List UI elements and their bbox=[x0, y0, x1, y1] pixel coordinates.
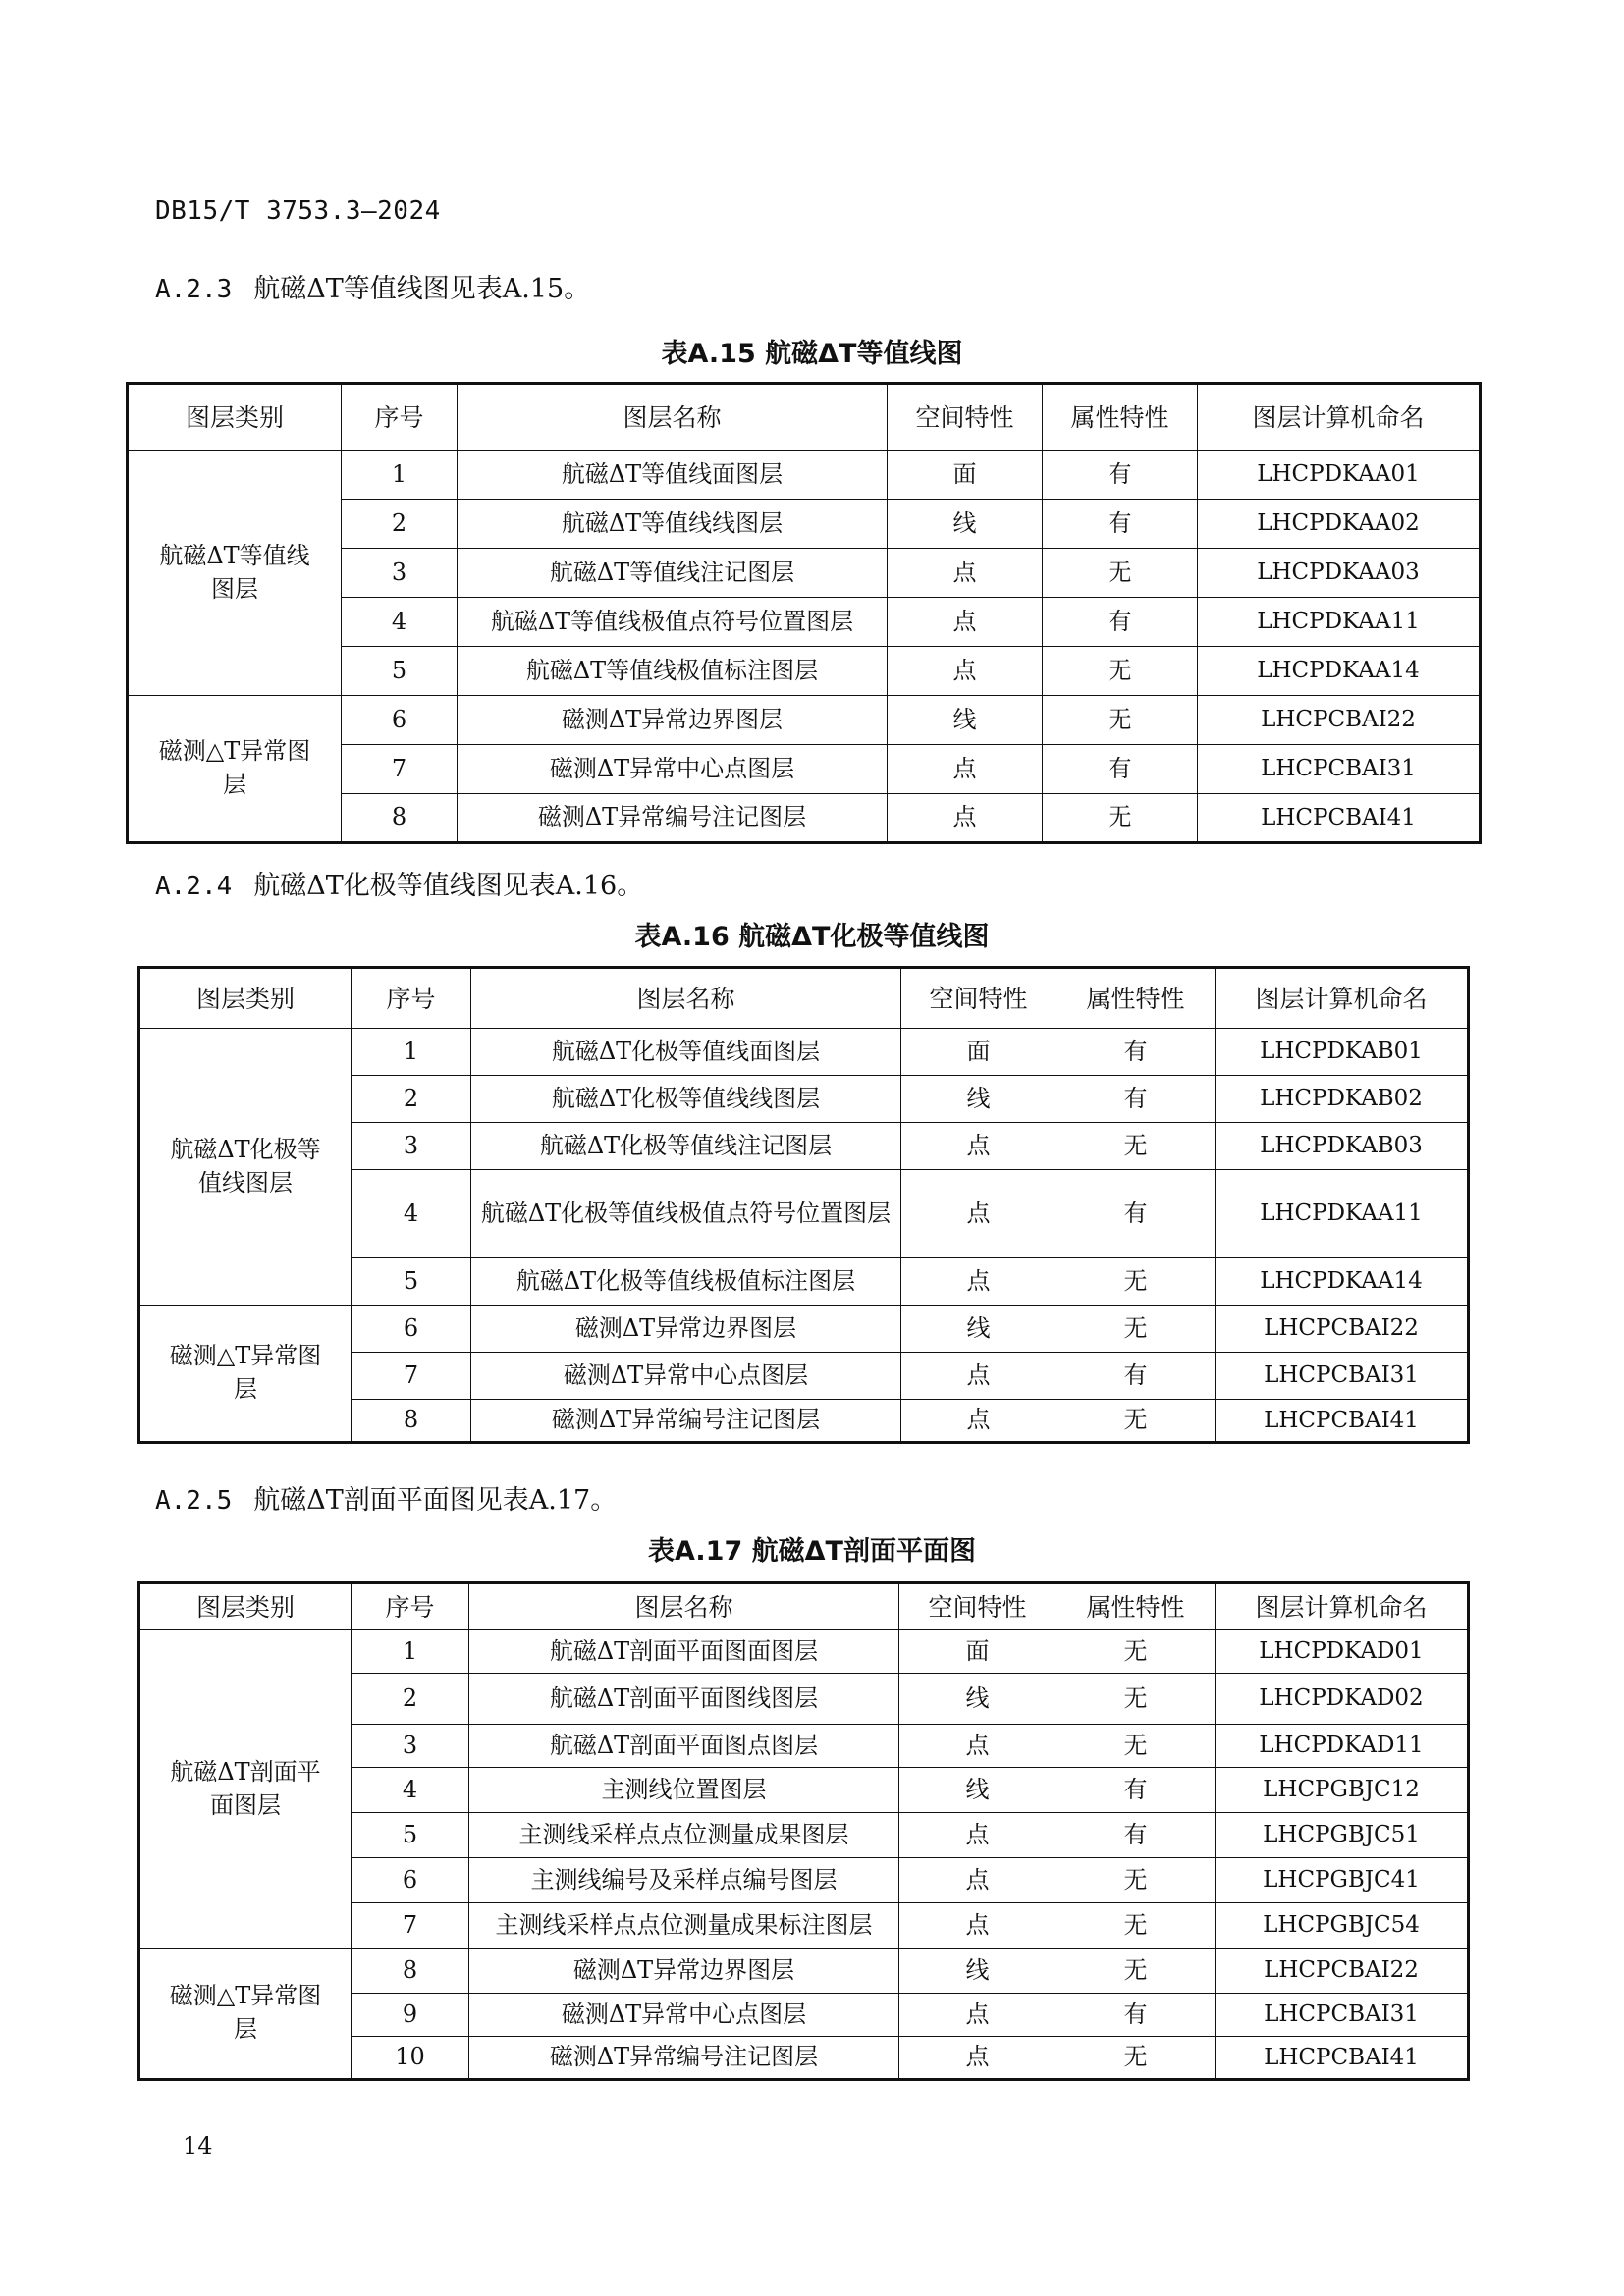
computer-name-cell: LHCPDKAA02 bbox=[1198, 500, 1481, 549]
sequence-cell: 1 bbox=[352, 1029, 471, 1076]
section-number: A.2.4 bbox=[155, 872, 233, 901]
attribute-type-cell: 有 bbox=[1056, 1353, 1216, 1400]
header-layer-category: 图层类别 bbox=[139, 1583, 352, 1630]
attribute-type-cell: 有 bbox=[1056, 1813, 1216, 1858]
spatial-type-cell: 点 bbox=[888, 745, 1043, 794]
header-sequence: 序号 bbox=[342, 384, 458, 451]
layer-name-cell: 磁测ΔT异常边界图层 bbox=[471, 1306, 901, 1353]
attribute-type-cell: 无 bbox=[1056, 1674, 1216, 1725]
table-row bbox=[139, 1306, 1469, 1353]
header-row bbox=[128, 384, 1481, 451]
attribute-type-cell: 有 bbox=[1056, 1029, 1216, 1076]
layer-name-cell: 航磁ΔT等值线注记图层 bbox=[458, 549, 888, 598]
layer-category-cell: 磁测△T异常图层 bbox=[139, 1949, 352, 2080]
layer-name-cell: 主测线编号及采样点编号图层 bbox=[469, 1858, 899, 1903]
computer-name-cell: LHCPCBAI22 bbox=[1216, 1306, 1469, 1353]
spatial-type-cell: 面 bbox=[901, 1029, 1056, 1076]
sequence-cell: 6 bbox=[352, 1858, 469, 1903]
sequence-cell: 8 bbox=[352, 1400, 471, 1443]
layer-name-cell: 磁测ΔT异常中心点图层 bbox=[471, 1353, 901, 1400]
computer-name-cell: LHCPCBAI41 bbox=[1216, 2037, 1469, 2080]
computer-name-cell: LHCPCBAI41 bbox=[1198, 794, 1481, 843]
attribute-type-cell: 无 bbox=[1043, 549, 1198, 598]
sequence-cell: 2 bbox=[342, 500, 458, 549]
attribute-type-cell: 无 bbox=[1056, 1949, 1216, 1994]
sequence-cell: 7 bbox=[352, 1353, 471, 1400]
spatial-type-cell: 点 bbox=[899, 1903, 1056, 1949]
table-row bbox=[139, 1630, 1469, 1674]
layer-name-cell: 航磁ΔT化极等值线极值标注图层 bbox=[471, 1258, 901, 1306]
sequence-cell: 8 bbox=[342, 794, 458, 843]
table-a15 bbox=[126, 382, 1482, 844]
sequence-cell: 8 bbox=[352, 1949, 469, 1994]
sequence-cell: 6 bbox=[352, 1306, 471, 1353]
spatial-type-cell: 点 bbox=[901, 1170, 1056, 1258]
sequence-cell: 3 bbox=[352, 1123, 471, 1170]
computer-name-cell: LHCPCBAI22 bbox=[1216, 1949, 1469, 1994]
document-id: DB15/T 3753.3—2024 bbox=[155, 196, 441, 226]
header-spatial-type: 空间特性 bbox=[901, 968, 1056, 1029]
header-computer-name: 图层计算机命名 bbox=[1198, 384, 1481, 451]
sequence-cell: 2 bbox=[352, 1076, 471, 1123]
computer-name-cell: LHCPDKAA14 bbox=[1198, 647, 1481, 696]
header-attribute-type: 属性特性 bbox=[1056, 968, 1216, 1029]
spatial-type-cell: 点 bbox=[901, 1123, 1056, 1170]
attribute-type-cell: 无 bbox=[1056, 1123, 1216, 1170]
spatial-type-cell: 点 bbox=[899, 1994, 1056, 2037]
computer-name-cell: LHCPDKAD01 bbox=[1216, 1630, 1469, 1674]
spatial-type-cell: 线 bbox=[901, 1076, 1056, 1123]
header-attribute-type: 属性特性 bbox=[1043, 384, 1198, 451]
attribute-type-cell: 无 bbox=[1056, 2037, 1216, 2080]
header-row bbox=[139, 968, 1469, 1029]
header-layer-category: 图层类别 bbox=[139, 968, 352, 1029]
layer-category-cell: 航磁ΔT剖面平面图层 bbox=[139, 1630, 352, 1949]
layer-category-cell: 磁测△T异常图层 bbox=[139, 1306, 352, 1443]
layer-name-cell: 主测线位置图层 bbox=[469, 1768, 899, 1813]
section-text: 航磁ΔT化极等值线图见表A.16。 bbox=[253, 871, 644, 901]
section-text: 航磁ΔT等值线图见表A.15。 bbox=[253, 274, 591, 304]
table-a15-caption: 表A.15 航磁ΔT等值线图 bbox=[661, 339, 963, 369]
header-layer-category: 图层类别 bbox=[128, 384, 342, 451]
table-a16-caption: 表A.16 航磁ΔT化极等值线图 bbox=[634, 922, 990, 952]
table-row bbox=[128, 696, 1481, 745]
header-row bbox=[139, 1583, 1469, 1630]
attribute-type-cell: 无 bbox=[1056, 1858, 1216, 1903]
computer-name-cell: LHCPCBAI31 bbox=[1216, 1353, 1469, 1400]
layer-name-cell: 航磁ΔT等值线线图层 bbox=[458, 500, 888, 549]
attribute-type-cell: 无 bbox=[1043, 794, 1198, 843]
spatial-type-cell: 点 bbox=[899, 1858, 1056, 1903]
section-a-2-5 bbox=[155, 1478, 617, 1517]
header-computer-name: 图层计算机命名 bbox=[1216, 1583, 1469, 1630]
attribute-type-cell: 有 bbox=[1043, 500, 1198, 549]
attribute-type-cell: 无 bbox=[1056, 1903, 1216, 1949]
computer-name-cell: LHCPDKAA03 bbox=[1198, 549, 1481, 598]
layer-name-cell: 航磁ΔT等值线面图层 bbox=[458, 451, 888, 500]
layer-name-cell: 磁测ΔT异常边界图层 bbox=[469, 1949, 899, 1994]
header-spatial-type: 空间特性 bbox=[899, 1583, 1056, 1630]
sequence-cell: 2 bbox=[352, 1674, 469, 1725]
sequence-cell: 1 bbox=[352, 1630, 469, 1674]
sequence-cell: 7 bbox=[352, 1903, 469, 1949]
layer-name-cell: 航磁ΔT剖面平面图点图层 bbox=[469, 1725, 899, 1768]
sequence-cell: 3 bbox=[352, 1725, 469, 1768]
computer-name-cell: LHCPDKAD11 bbox=[1216, 1725, 1469, 1768]
sequence-cell: 5 bbox=[342, 647, 458, 696]
attribute-type-cell: 有 bbox=[1056, 1768, 1216, 1813]
computer-name-cell: LHCPDKAB01 bbox=[1216, 1029, 1469, 1076]
attribute-type-cell: 有 bbox=[1043, 451, 1198, 500]
computer-name-cell: LHCPCBAI22 bbox=[1198, 696, 1481, 745]
page-number: 14 bbox=[183, 2132, 213, 2160]
layer-name-cell: 航磁ΔT等值线极值点符号位置图层 bbox=[458, 598, 888, 647]
layer-category-cell: 磁测△T异常图层 bbox=[128, 696, 342, 843]
spatial-type-cell: 点 bbox=[901, 1400, 1056, 1443]
sequence-cell: 5 bbox=[352, 1813, 469, 1858]
sequence-cell: 3 bbox=[342, 549, 458, 598]
computer-name-cell: LHCPGBJC51 bbox=[1216, 1813, 1469, 1858]
layer-name-cell: 磁测ΔT异常中心点图层 bbox=[458, 745, 888, 794]
attribute-type-cell: 无 bbox=[1056, 1725, 1216, 1768]
computer-name-cell: LHCPDKAA11 bbox=[1198, 598, 1481, 647]
layer-name-cell: 磁测ΔT异常边界图层 bbox=[458, 696, 888, 745]
computer-name-cell: LHCPCBAI31 bbox=[1198, 745, 1481, 794]
header-layer-name: 图层名称 bbox=[471, 968, 901, 1029]
layer-name-cell: 航磁ΔT等值线极值标注图层 bbox=[458, 647, 888, 696]
spatial-type-cell: 面 bbox=[888, 451, 1043, 500]
header-attribute-type: 属性特性 bbox=[1056, 1583, 1216, 1630]
table-row bbox=[128, 451, 1481, 500]
computer-name-cell: LHCPDKAA14 bbox=[1216, 1258, 1469, 1306]
layer-name-cell: 航磁ΔT化极等值线线图层 bbox=[471, 1076, 901, 1123]
sequence-cell: 5 bbox=[352, 1258, 471, 1306]
sequence-cell: 4 bbox=[352, 1768, 469, 1813]
layer-name-cell: 航磁ΔT化极等值线极值点符号位置图层 bbox=[471, 1170, 901, 1258]
layer-category-cell: 航磁ΔT化极等值线图层 bbox=[139, 1029, 352, 1306]
header-spatial-type: 空间特性 bbox=[888, 384, 1043, 451]
layer-name-cell: 磁测ΔT异常中心点图层 bbox=[469, 1994, 899, 2037]
sequence-cell: 9 bbox=[352, 1994, 469, 2037]
layer-category-cell: 航磁ΔT等值线图层 bbox=[128, 451, 342, 696]
computer-name-cell: LHCPDKAD02 bbox=[1216, 1674, 1469, 1725]
header-layer-name: 图层名称 bbox=[469, 1583, 899, 1630]
attribute-type-cell: 无 bbox=[1056, 1400, 1216, 1443]
computer-name-cell: LHCPDKAA01 bbox=[1198, 451, 1481, 500]
layer-name-cell: 磁测ΔT异常编号注记图层 bbox=[471, 1400, 901, 1443]
layer-name-cell: 航磁ΔT化极等值线注记图层 bbox=[471, 1123, 901, 1170]
computer-name-cell: LHCPGBJC54 bbox=[1216, 1903, 1469, 1949]
table-a17-caption: 表A.17 航磁ΔT剖面平面图 bbox=[648, 1536, 976, 1567]
computer-name-cell: LHCPCBAI41 bbox=[1216, 1400, 1469, 1443]
layer-name-cell: 航磁ΔT化极等值线面图层 bbox=[471, 1029, 901, 1076]
section-number: A.2.5 bbox=[155, 1486, 233, 1516]
attribute-type-cell: 无 bbox=[1043, 696, 1198, 745]
sequence-cell: 7 bbox=[342, 745, 458, 794]
section-a-2-4 bbox=[155, 864, 643, 902]
layer-name-cell: 磁测ΔT异常编号注记图层 bbox=[469, 2037, 899, 2080]
spatial-type-cell: 线 bbox=[888, 500, 1043, 549]
spatial-type-cell: 线 bbox=[888, 696, 1043, 745]
spatial-type-cell: 点 bbox=[888, 794, 1043, 843]
spatial-type-cell: 点 bbox=[901, 1258, 1056, 1306]
table-a17 bbox=[137, 1581, 1470, 2081]
spatial-type-cell: 面 bbox=[899, 1630, 1056, 1674]
table-row bbox=[139, 1029, 1469, 1076]
sequence-cell: 6 bbox=[342, 696, 458, 745]
computer-name-cell: LHCPCBAI31 bbox=[1216, 1994, 1469, 2037]
attribute-type-cell: 有 bbox=[1056, 1170, 1216, 1258]
spatial-type-cell: 点 bbox=[888, 598, 1043, 647]
attribute-type-cell: 有 bbox=[1056, 1994, 1216, 2037]
spatial-type-cell: 点 bbox=[901, 1353, 1056, 1400]
header-sequence: 序号 bbox=[352, 1583, 469, 1630]
computer-name-cell: LHCPDKAB02 bbox=[1216, 1076, 1469, 1123]
layer-name-cell: 主测线采样点点位测量成果图层 bbox=[469, 1813, 899, 1858]
section-number: A.2.3 bbox=[155, 275, 233, 304]
attribute-type-cell: 无 bbox=[1043, 647, 1198, 696]
spatial-type-cell: 点 bbox=[899, 1725, 1056, 1768]
section-text: 航磁ΔT剖面平面图见表A.17。 bbox=[253, 1485, 618, 1516]
header-computer-name: 图层计算机命名 bbox=[1216, 968, 1469, 1029]
spatial-type-cell: 点 bbox=[888, 549, 1043, 598]
spatial-type-cell: 线 bbox=[899, 1949, 1056, 1994]
header-sequence: 序号 bbox=[352, 968, 471, 1029]
sequence-cell: 4 bbox=[352, 1170, 471, 1258]
layer-name-cell: 磁测ΔT异常编号注记图层 bbox=[458, 794, 888, 843]
table-a16 bbox=[137, 966, 1470, 1444]
layer-name-cell: 主测线采样点点位测量成果标注图层 bbox=[469, 1903, 899, 1949]
sequence-cell: 4 bbox=[342, 598, 458, 647]
sequence-cell: 1 bbox=[342, 451, 458, 500]
attribute-type-cell: 无 bbox=[1056, 1630, 1216, 1674]
attribute-type-cell: 有 bbox=[1043, 598, 1198, 647]
spatial-type-cell: 线 bbox=[899, 1674, 1056, 1725]
spatial-type-cell: 点 bbox=[899, 1813, 1056, 1858]
section-a-2-3 bbox=[155, 267, 590, 305]
computer-name-cell: LHCPGBJC41 bbox=[1216, 1858, 1469, 1903]
computer-name-cell: LHCPDKAB03 bbox=[1216, 1123, 1469, 1170]
spatial-type-cell: 线 bbox=[901, 1306, 1056, 1353]
spatial-type-cell: 线 bbox=[899, 1768, 1056, 1813]
attribute-type-cell: 有 bbox=[1043, 745, 1198, 794]
layer-name-cell: 航磁ΔT剖面平面图面图层 bbox=[469, 1630, 899, 1674]
header-layer-name: 图层名称 bbox=[458, 384, 888, 451]
computer-name-cell: LHCPGBJC12 bbox=[1216, 1768, 1469, 1813]
attribute-type-cell: 无 bbox=[1056, 1306, 1216, 1353]
attribute-type-cell: 有 bbox=[1056, 1076, 1216, 1123]
spatial-type-cell: 点 bbox=[888, 647, 1043, 696]
sequence-cell: 10 bbox=[352, 2037, 469, 2080]
table-row bbox=[139, 1949, 1469, 1994]
attribute-type-cell: 无 bbox=[1056, 1258, 1216, 1306]
layer-name-cell: 航磁ΔT剖面平面图线图层 bbox=[469, 1674, 899, 1725]
spatial-type-cell: 点 bbox=[899, 2037, 1056, 2080]
computer-name-cell: LHCPDKAA11 bbox=[1216, 1170, 1469, 1258]
